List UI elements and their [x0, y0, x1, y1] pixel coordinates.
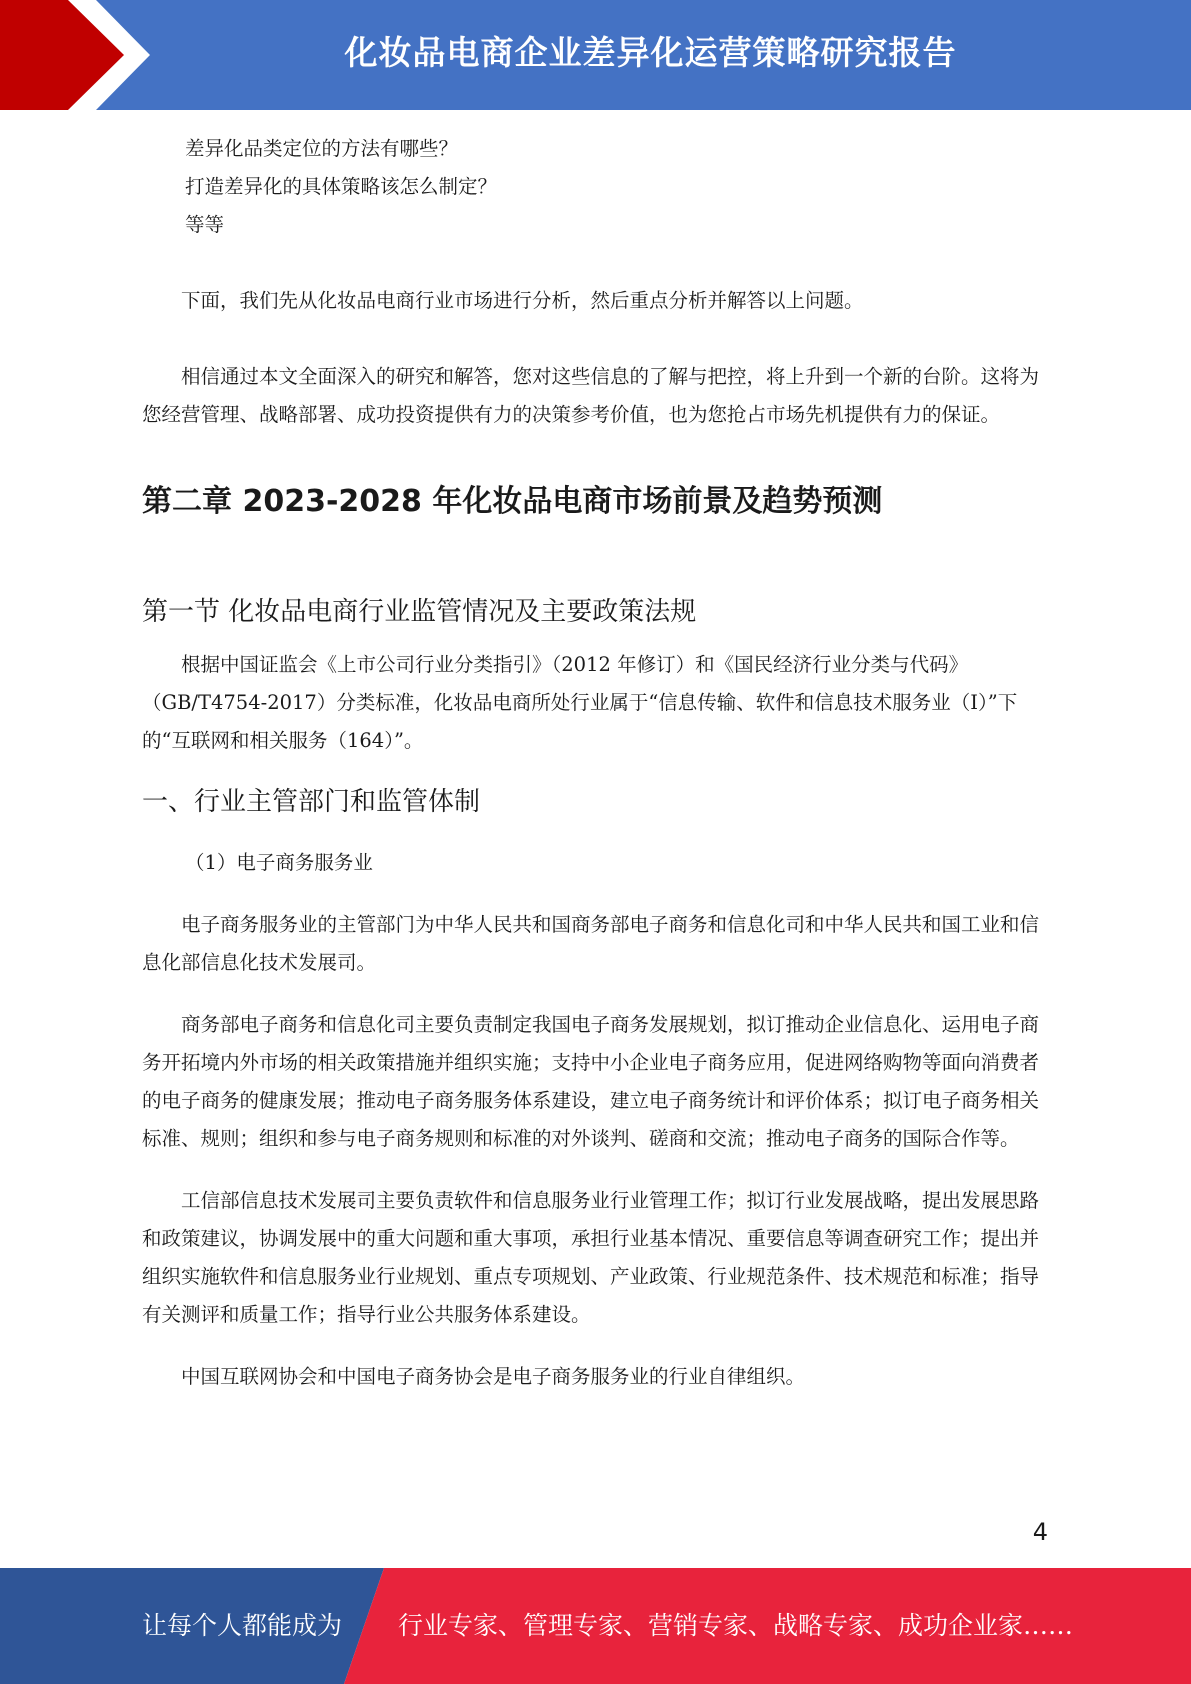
question-item: 打造差异化的具体策略该怎么制定？: [185, 175, 498, 198]
association-paragraph: 中国互联网协会和中国电子商务协会是电子商务服务业的行业自律组织。: [181, 1365, 806, 1388]
classification-paragraph: 根据中国证监会《上市公司行业分类指引》（2012 年修订）和《国民经济行业分类与代码》（GB/T4754-2017）分类标准，化妆品电商所处行业属于“信息传输、软件和信息技术服务业（I）”下的“互联网和相关服务（164）”。: [142, 653, 1018, 752]
authority-paragraph: 电子商务服务业的主管部门为中华人民共和国商务部电子商务和信息化司和中华人民共和国工业和信息化部信息化技术发展司。: [142, 913, 1040, 974]
trust-paragraph: 相信通过本文全面深入的研究和解答，您对这些信息的了解与把控，将上升到一个新的台阶。这将为您经营管理、战略部署、成功投资提供有力的决策参考价值，也为您抢占市场先机提供有力的保证。: [142, 365, 1040, 426]
page-header: [0, 0, 1191, 110]
etc-text: 等等: [185, 213, 225, 236]
page-footer: [0, 1568, 1191, 1684]
report-title: 化妆品电商企业差异化运营策略研究报告: [344, 33, 957, 72]
subsection-heading: 一、行业主管部门和监管体制: [142, 787, 481, 817]
question-item: 差异化品类定位的方法有哪些？: [185, 137, 459, 160]
list-item-label: （1）电子商务服务业: [185, 851, 373, 874]
miit-paragraph: 工信部信息技术发展司主要负责软件和信息服务业行业管理工作；拟订行业发展战略，提出发展思路和政策建议，协调发展中的重大问题和重大事项，承担行业基本情况、重要信息等调查研究工作；提出并组织实施软件和信息服务业行业规划、重点专项规划、产业政策、行业规范条件、技术规范和标准；指导有关测评和质量工作；指导行业公共服务体系建设。: [142, 1189, 1040, 1326]
page-number: 4: [1032, 1518, 1048, 1546]
section-heading: 第一节 化妆品电商行业监管情况及主要政策法规: [142, 597, 697, 627]
footer-slogan-right: 行业专家、管理专家、营销专家、战略专家、成功企业家……: [398, 1611, 1074, 1640]
footer-slogan-left: 让每个人都能成为: [142, 1611, 343, 1640]
intro-paragraph: 下面，我们先从化妆品电商行业市场进行分析，然后重点分析并解答以上问题。: [181, 289, 864, 312]
chapter-heading: 第二章 2023-2028 年化妆品电商市场前景及趋势预测: [142, 484, 883, 519]
page-content: [142, 130, 1046, 1396]
mofcom-paragraph: 商务部电子商务和信息化司主要负责制定我国电子商务发展规划，拟订推动企业信息化、运用电子商务开拓境内外市场的相关政策措施并组织实施；支持中小企业电子商务应用，促进网络购物等面向消费者的电子商务的健康发展；推动电子商务服务体系建设，建立电子商务统计和评价体系；拟订电子商务相关标准、规则；组织和参与电子商务规则和标准的对外谈判、磋商和交流；推动电子商务的国际合作等。: [142, 1013, 1040, 1150]
